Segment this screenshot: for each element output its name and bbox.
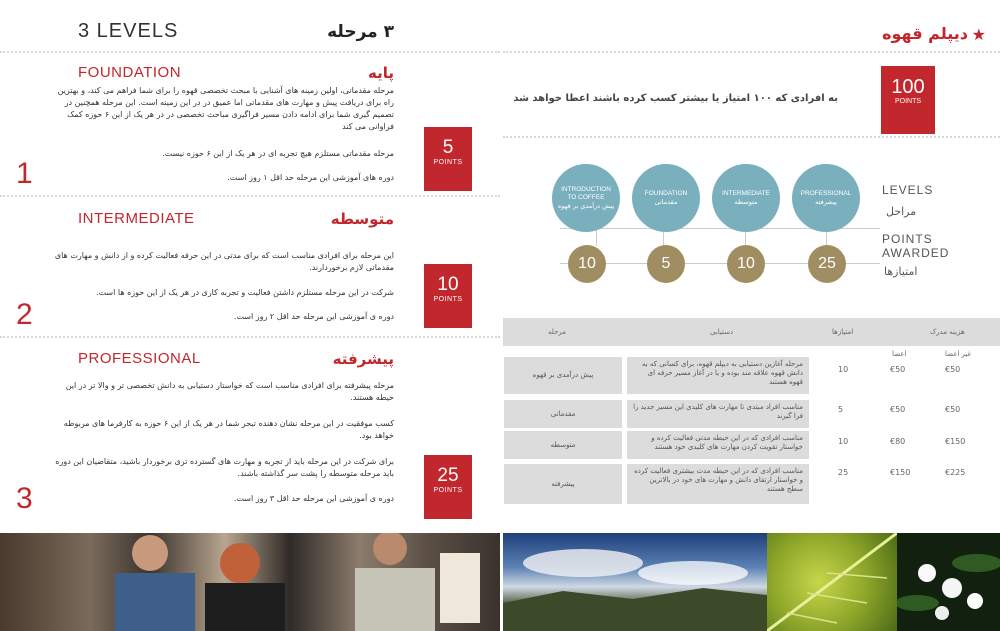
section-3-para-2: کسب موفقیت در این مرحله نشان دهنده تبحر شما در هر یک از این ۶ حوزه به کارفرما های مربوطه خواهد بود. — [63, 419, 394, 440]
row-1-desc: مرحله آغازین دستیابی به دیپلم قهوه، برای کسانی که به دانش قهوه علاقه مند بوده و یا در آغاز مسیر حرفه ای قهوه هستند — [627, 357, 809, 394]
circle-fa: پیش درآمدی بر قهوه — [557, 202, 615, 210]
leaf-photo — [767, 533, 897, 631]
th-description: دستیابی — [710, 328, 734, 336]
levels-title-fa: ۳ مرحله — [327, 22, 394, 42]
section-3-title-en: PROFESSIONAL — [78, 350, 201, 367]
points-foundation: 5 — [647, 245, 685, 283]
points-introduction: 10 — [568, 245, 606, 283]
circle-en-2: TO COFFEE — [567, 194, 605, 201]
circle-stem — [826, 230, 827, 246]
section-3-points-badge — [424, 455, 472, 519]
section-2-title-fa: متوسطه — [330, 210, 394, 228]
section-1-para-1: مرحله مقدماتی، اولین زمینه های آشنایی با مبحث تخصصی قهوه را برای شما فراهم می کند، و بهترین راه برای دریافت پیش و مهارت های مقدماتی اما عمیق در در این زمینه است. این مرحله همچنین در تصمیم گیری شما برای ادامه دادن مسیر فراگیری مباحث تخصصی در در هر یک از این ۶ حوزه کمک فراوانی می کند — [57, 86, 394, 131]
row-1-stage: پیش درآمدی بر قهوه — [504, 357, 622, 394]
divider — [0, 51, 500, 53]
circle-en-1: PROFESSIONAL — [800, 190, 852, 197]
th-stage: مرحله — [548, 328, 567, 336]
diploma-title: دیپلم قهوه — [882, 24, 968, 43]
circle-en-1: FOUNDATION — [644, 190, 688, 197]
section-2-para-2: شرکت در این مرحله مستلزم داشتن فعالیت و تجربه کاری در هر یک از این حوزه ها است. — [96, 288, 394, 297]
points-label: POINTS — [433, 296, 463, 303]
circle-en-1: INTERMEDIATE — [722, 190, 770, 197]
levels-label-fa: مراحل — [886, 205, 917, 218]
awarded-label-en-2: AWARDED — [882, 246, 950, 260]
section-2-title-en: INTERMEDIATE — [78, 210, 195, 227]
circle-stem — [745, 230, 746, 246]
section-1-number: 1 — [16, 157, 33, 190]
section-1-points-badge — [424, 127, 472, 191]
row-3-member: €80 — [890, 437, 906, 446]
row-3-nonmember: €150 — [945, 437, 966, 446]
awarded-label-en-1: POINTS — [882, 232, 933, 246]
circle-professional — [792, 164, 860, 232]
divider — [0, 336, 500, 338]
section-2-para-3: دوره ی آموزشی این مرحله حد اقل ۲ روز است. — [233, 312, 394, 321]
section-3-number: 3 — [16, 482, 33, 515]
coffee-flower-photo — [897, 533, 1000, 631]
points-intermediate: 10 — [727, 245, 765, 283]
section-2-number: 2 — [16, 298, 33, 331]
circle-fa: متوسطه — [734, 198, 758, 206]
levels-title-en: 3 LEVELS — [78, 20, 179, 42]
baristas-photo — [0, 533, 500, 631]
points-label: POINTS — [433, 159, 463, 166]
circle-stem — [596, 230, 597, 246]
section-3-para-1: مرحله پیشرفته برای افرادی مناسب است که خواستار دستیابی به دانش تخصصی تر و والا تر در این حیطه هستند. — [65, 381, 394, 402]
row-4-points: 25 — [838, 468, 849, 477]
hundred-points-badge — [881, 66, 935, 134]
row-4-member: €150 — [890, 468, 911, 477]
hundred-points: 100 — [891, 76, 925, 98]
circle-stem — [663, 230, 664, 246]
th-points: امتیازها — [832, 328, 854, 336]
divider — [0, 195, 500, 197]
row-4-nonmember: €225 — [945, 468, 966, 477]
section-2-para-1: این مرحله برای افرادی مناسب است که برای مدتی در این حرفه فعالیت کرده و از دانش و مهارت های مقدماتی لازم برخوردارند. — [54, 251, 394, 272]
row-2-member: €50 — [890, 405, 906, 414]
circle-en-1: INTRODUCTION — [561, 186, 611, 193]
divider — [503, 136, 1000, 138]
points-label: POINTS — [433, 487, 463, 494]
circle-foundation — [632, 164, 700, 232]
diploma-intro: به افرادی که ۱۰۰ امتیاز یا بیشتر کسب کرده باشند اعطا خواهد شد — [513, 93, 838, 104]
section-3-title-fa: پیشرفته — [332, 350, 394, 368]
circle-intermediate — [712, 164, 780, 232]
circle-fa: مقدماتی — [654, 198, 678, 206]
section-2-points-badge — [424, 264, 472, 328]
row-3-stage: متوسطه — [504, 431, 622, 459]
section-1-para-2: مرحله مقدماتی مستلزم هیچ تجربه ای در هر یک از این ۶ حوزه نیست. — [162, 149, 394, 158]
section-1-title-fa: پایه — [368, 64, 394, 82]
hundred-points-label: POINTS — [894, 98, 922, 105]
circle-introduction — [552, 164, 620, 232]
row-2-desc: مناسب افراد مبتدی تا مهارت های کلیدی این مسیر جدید را فرا گیرند — [627, 400, 809, 428]
row-4-desc: مناسب افرادی که در این حیطه مدت بیشتری فعالیت کرده و خواستار ارتقای دانش و مهارت های خود در بالاترین سطح هستند — [627, 464, 809, 504]
th-member: اعضا — [892, 350, 907, 358]
section-1-title-en: FOUNDATION — [78, 64, 182, 81]
row-4-stage: پیشرفته — [504, 464, 622, 504]
table-header — [503, 318, 1000, 346]
section-2-points: 10 — [437, 274, 459, 295]
points-professional: 25 — [808, 245, 846, 283]
awarded-label-fa: امتیازها — [884, 265, 918, 278]
section-1-para-3: دوره های آموزشی این مرحله حد اقل ۱ روز است. — [227, 173, 394, 182]
section-1-points: 5 — [442, 137, 454, 158]
row-3-points: 10 — [838, 437, 849, 446]
star-icon: ★ — [971, 25, 986, 44]
landscape-photo — [503, 533, 767, 631]
row-1-member: €50 — [890, 365, 906, 374]
levels-label-en: LEVELS — [882, 183, 934, 197]
section-3-points: 25 — [437, 465, 459, 486]
row-2-stage: مقدماتی — [504, 400, 622, 428]
divider — [503, 51, 1000, 53]
row-2-points: 5 — [838, 405, 844, 414]
row-2-nonmember: €50 — [945, 405, 961, 414]
th-fee: هزینه مدرک — [930, 328, 965, 336]
section-3-para-4: دوره ی آموزشی این مرحله حد اقل ۳ روز است. — [233, 494, 394, 503]
section-3-para-3: برای شرکت در این مرحله باید از تجربه و مهارت های گسترده تری برخوردار باشید، متقاضیان این دوره باید مرحله متوسطه را پشت سر گذاشته باشند. — [55, 457, 394, 478]
row-1-nonmember: €50 — [945, 365, 961, 374]
circle-fa: پیشرفته — [815, 198, 837, 206]
row-3-desc: مناسب افرادی که در این حیطه مدتی فعالیت کرده و خواستار تقویت کردن مهارت های کلیدی خود هستند — [627, 431, 809, 459]
row-1-points: 10 — [838, 365, 849, 374]
th-nonmember: غیر اعضا — [945, 350, 972, 358]
